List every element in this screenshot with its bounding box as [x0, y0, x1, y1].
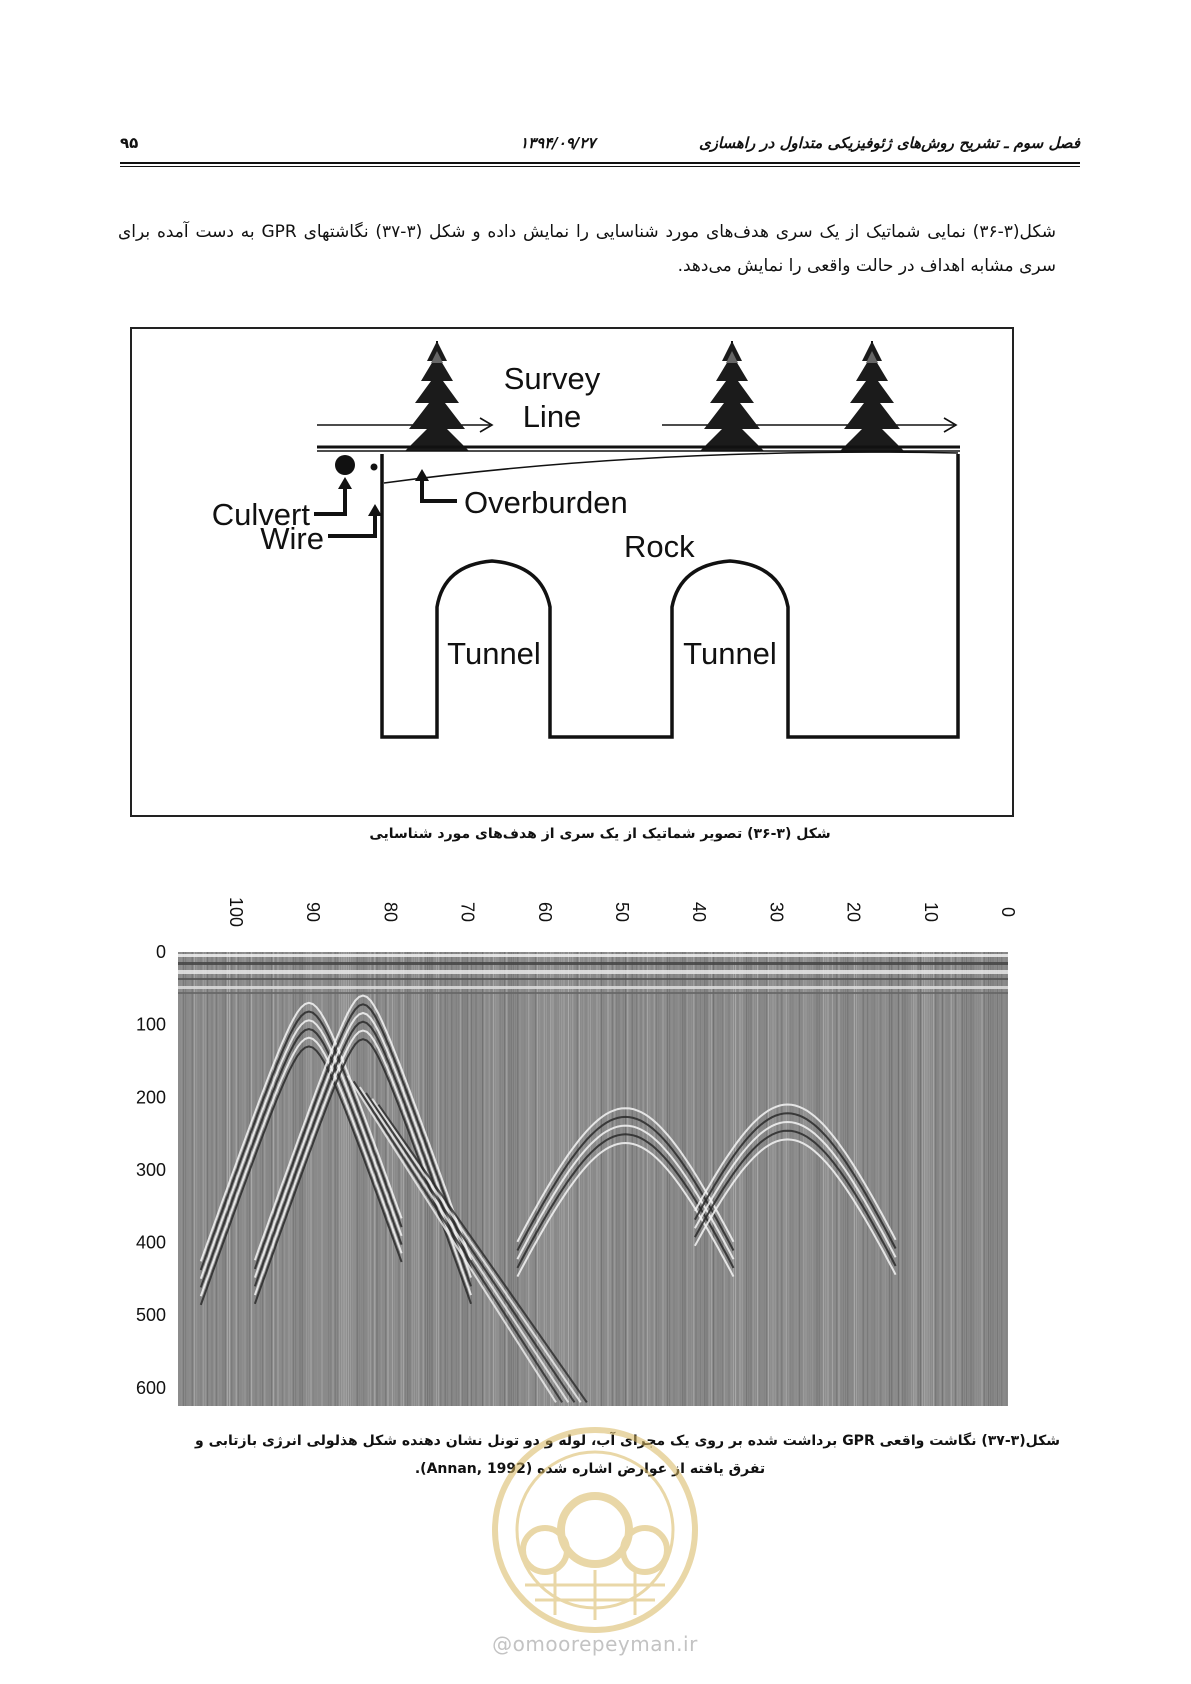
x-tick-label: 10 [920, 901, 941, 923]
y-tick-label: 400 [135, 1232, 166, 1253]
header-date: ۱۳۹۴/۰۹/۲۷ [520, 134, 596, 152]
tree-icon [700, 341, 764, 451]
schematic-drawing [132, 329, 1012, 815]
label-tunnel-right: Tunnel [683, 636, 777, 671]
schematic-figure [130, 327, 1014, 817]
label-rock: Rock [624, 529, 695, 564]
x-tick-label: 80 [380, 901, 401, 923]
x-tick-label: 30 [766, 901, 787, 923]
tree-icon [840, 341, 904, 451]
watermark-text: @omoorepeyman.ir [492, 1632, 698, 1656]
x-tick-label: 40 [689, 901, 710, 923]
label-culvert: Culvert [211, 497, 310, 532]
tree-icon [405, 341, 469, 451]
x-tick-label: 100 [226, 896, 246, 928]
watermark-seal-icon [485, 1420, 705, 1640]
x-tick-label: 20 [843, 901, 864, 923]
figure2-caption-line2: تفرق یافته از عوارض اشاره شده (Annan, 1992). [414, 1461, 766, 1477]
figure2-caption-line1: شکل(۳-۳۷) نگاشت واقعی GPR برداشت شده بر روی یک مجرای آب، لوله و دو تونل نشان دهنده شکل هذلولی انرژی بازتابی و [195, 1433, 1060, 1449]
x-tick-label: 70 [457, 901, 478, 923]
figure1-caption: شکل (۳-۳۶) تصویر شماتیک از یک سری از هدف‌های مورد شناسایی [369, 826, 831, 842]
radargram-plot [110, 880, 1030, 1420]
y-tick-label: 600 [135, 1377, 166, 1398]
x-tick-label: 0 [998, 906, 1018, 918]
label-wire: Wire [260, 521, 324, 556]
y-tick-label: 0 [155, 942, 166, 962]
label-overburden: Overburden [464, 485, 628, 520]
body-paragraph: شکل(۳-۳۶) نمایی شماتیک از یک سری هدف‌های مورد شناسایی را نمایش داده و شکل (۳-۳۷) نگاشتهای GPR به دست آمده برای سری مشابه اهداف در حالت واقعی را نمایش می‌دهد. [118, 222, 1056, 276]
page-number: ۹۵ [120, 134, 139, 152]
header-rule [120, 162, 1080, 164]
label-line: Line [522, 399, 582, 434]
label-tunnel-left: Tunnel [447, 636, 541, 671]
y-tick-label: 300 [135, 1159, 166, 1180]
y-tick-label: 200 [135, 1087, 166, 1108]
header-rule-thin [120, 166, 1080, 167]
gpr-radargram [110, 880, 1030, 1420]
page-header [120, 128, 1080, 162]
x-tick-label: 60 [534, 901, 555, 923]
chapter-title: فصل سوم ـ تشریح روش‌های ژئوفیزیکی متداول در راهسازی [698, 134, 1080, 152]
y-tick-label: 100 [135, 1014, 166, 1035]
x-tick-label: 50 [612, 901, 632, 923]
x-tick-label: 90 [303, 901, 324, 923]
label-survey: Survey [503, 361, 601, 396]
y-tick-label: 500 [135, 1305, 166, 1326]
